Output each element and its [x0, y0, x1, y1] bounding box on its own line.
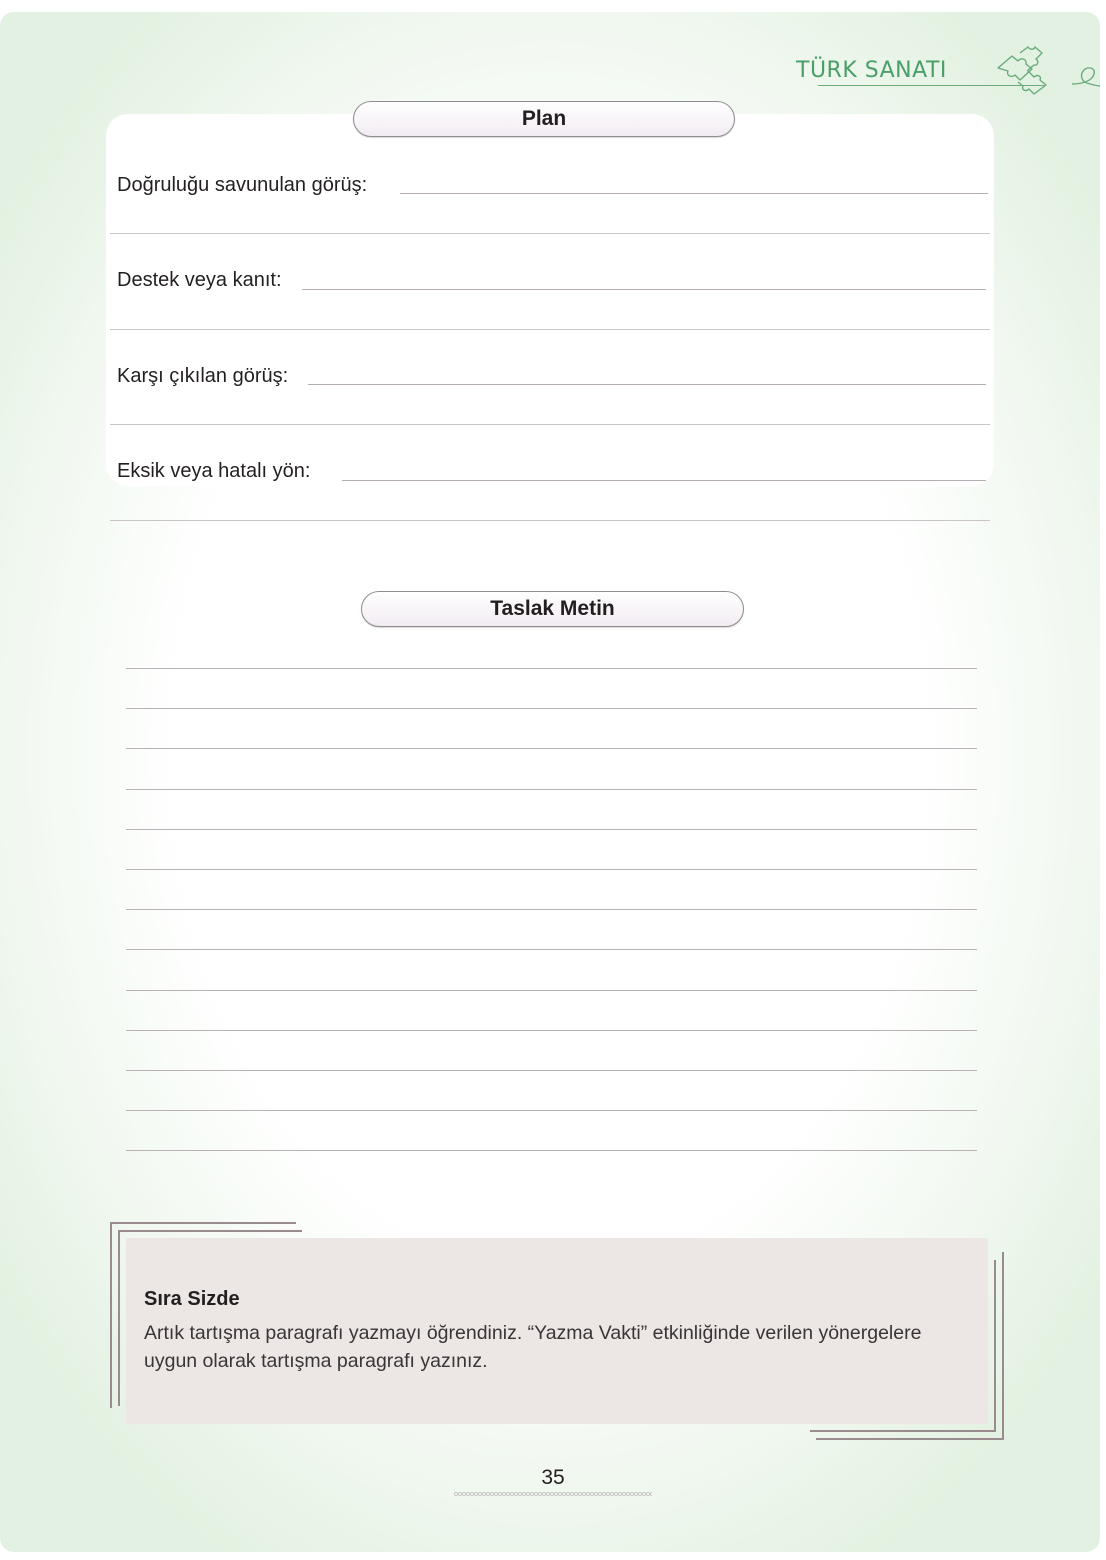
field-label-supported-view: Doğruluğu savunulan görüş:: [117, 174, 368, 196]
draft-line[interactable]: [126, 1070, 977, 1071]
field-line-support-evidence[interactable]: [302, 289, 986, 290]
frame-decoration: [118, 1230, 120, 1406]
field-line-opposed-view[interactable]: [308, 384, 986, 385]
draft-line[interactable]: [126, 1110, 977, 1111]
plan-heading: Plan: [353, 101, 735, 137]
frame-decoration: [110, 1222, 112, 1408]
draft-line[interactable]: [126, 1030, 977, 1031]
field-label-support-evidence: Destek veya kanıt:: [117, 269, 282, 291]
draft-line[interactable]: [126, 829, 977, 830]
draft-line[interactable]: [126, 789, 977, 790]
plan-card: [106, 114, 994, 486]
frame-decoration: [110, 1222, 296, 1224]
answer-line[interactable]: [110, 424, 990, 425]
answer-line[interactable]: [110, 329, 990, 330]
draft-heading: Taslak Metin: [361, 591, 744, 627]
draft-line[interactable]: [126, 748, 977, 749]
puzzle-icon: [994, 44, 1100, 100]
draft-line[interactable]: [126, 708, 977, 709]
draft-line[interactable]: [126, 909, 977, 910]
page-number: 35: [541, 1466, 565, 1489]
task-title: Sıra Sizde: [144, 1288, 240, 1310]
page-number-dots: [454, 1492, 652, 1496]
draft-line[interactable]: [126, 990, 977, 991]
frame-decoration: [1002, 1252, 1004, 1440]
draft-line[interactable]: [126, 668, 977, 669]
task-box: [126, 1238, 988, 1424]
task-body: Artık tartışma paragrafı yazmayı öğrendiniz. “Yazma Vakti” etkinliğinde verilen yönergelere uygun olarak tartışma paragrafı yazınız.: [144, 1322, 922, 1372]
field-line-supported-view[interactable]: [400, 193, 988, 194]
running-header-title: TÜRK SANATI: [796, 58, 947, 83]
answer-line[interactable]: [110, 233, 990, 234]
field-line-weak-point[interactable]: [342, 480, 986, 481]
frame-decoration: [816, 1438, 1004, 1440]
frame-decoration: [810, 1430, 996, 1432]
frame-decoration: [994, 1260, 996, 1432]
frame-decoration: [118, 1230, 302, 1232]
answer-line[interactable]: [110, 520, 990, 521]
field-label-opposed-view: Karşı çıkılan görüş:: [117, 365, 289, 387]
draft-line[interactable]: [126, 869, 977, 870]
draft-line[interactable]: [126, 949, 977, 950]
field-label-weak-point: Eksik veya hatalı yön:: [117, 460, 311, 482]
draft-line[interactable]: [126, 1150, 977, 1151]
